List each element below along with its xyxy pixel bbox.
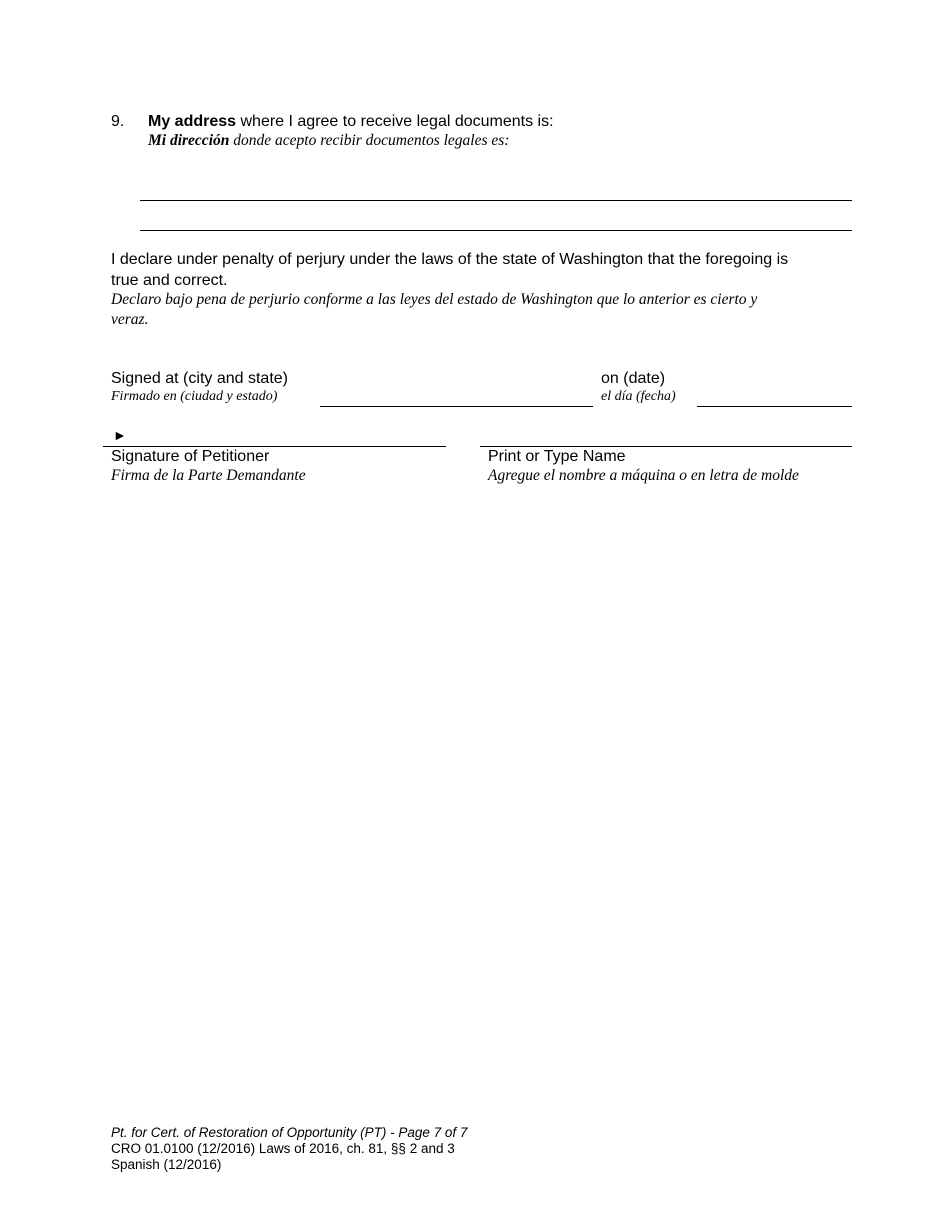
declaration-en-line-1: I declare under penalty of perjury under the laws of the state of Washington that the foregoing is: [111, 251, 789, 268]
item-9-label-es-bold: Mi dirección: [148, 132, 230, 149]
signed-at-field[interactable]: [320, 406, 593, 407]
item-9-number: 9.: [111, 113, 125, 130]
footer-language: Spanish (12/2016): [111, 1157, 222, 1172]
address-line-1[interactable]: [140, 200, 852, 201]
signed-at-label-es: Firmado en (ciudad y estado): [111, 389, 278, 404]
print-name-field[interactable]: [480, 446, 852, 447]
item-9-label-en-bold: My address: [148, 113, 237, 130]
address-line-2[interactable]: [140, 230, 852, 231]
signature-label-en: Signature of Petitioner: [111, 448, 270, 465]
signed-at-label-en: Signed at (city and state): [111, 370, 288, 387]
on-date-field[interactable]: [697, 406, 852, 407]
item-9-label-es: [148, 132, 509, 150]
item-9-label-es-rest: donde acepto recibir documentos legales es:: [229, 132, 510, 149]
declaration-es-line-1: Declaro bajo pena de perjurio conforme a las leyes del estado de Washington que lo anterior es cierto y: [111, 291, 758, 308]
on-date-label-en: on (date): [601, 370, 666, 387]
signature-arrow-icon: ►: [113, 427, 127, 443]
print-name-label-en: Print or Type Name: [488, 448, 626, 465]
declaration-en-line-2: true and correct.: [111, 272, 228, 289]
footer-form-code: CRO 01.0100 (12/2016) Laws of 2016, ch. 81, §§ 2 and 3: [111, 1141, 455, 1156]
declaration-es-line-2: veraz.: [111, 311, 149, 328]
signature-label-es: Firma de la Parte Demandante: [111, 467, 306, 484]
signature-field[interactable]: [103, 446, 446, 447]
footer-form-title: Pt. for Cert. of Restoration of Opportunity (PT) - Page 7 of 7: [111, 1125, 468, 1140]
item-9-label-en: [148, 113, 554, 131]
on-date-label-es: el día (fecha): [601, 389, 676, 404]
item-9-label-en-rest: where I agree to receive legal documents is:: [236, 113, 554, 130]
print-name-label-es: Agregue el nombre a máquina o en letra de molde: [488, 467, 799, 484]
